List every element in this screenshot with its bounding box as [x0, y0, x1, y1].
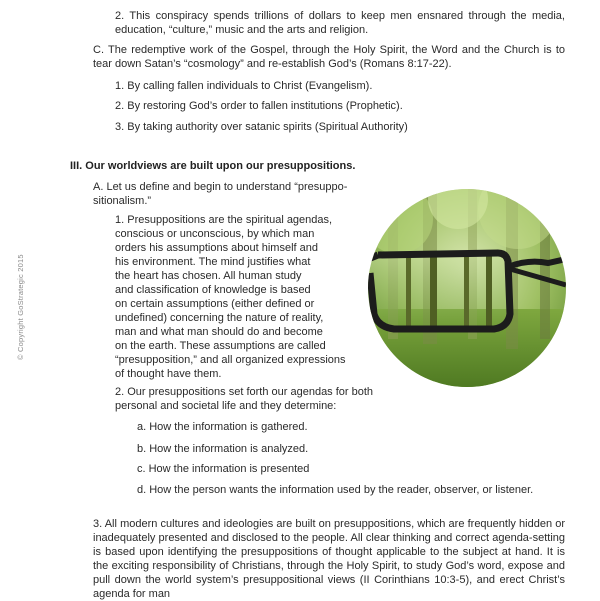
- copyright-vertical: © Copyright GoStrategic 2015: [16, 254, 25, 360]
- list-item-c: c. How the information is presented: [137, 463, 310, 475]
- definition-line: orders his assumptions about himself and: [115, 242, 318, 254]
- definition-line: on certain assumptions (either defined or: [115, 298, 315, 310]
- list-item-b: b. How the information is analyzed.: [137, 443, 309, 455]
- conspiracy-item-2: 2. This conspiracy spends trillions of dollars to keep men ensnared through the media, education, “culture,” music and the arts and religion.: [115, 10, 565, 36]
- point-c: C. The redemptive work of the Gospel, through the Holy Spirit, the Word and the Church is to tear down Satan’s “cosmology” and re-establish God’s (Romans 8:17-22).: [93, 44, 565, 70]
- definition-line: conscious or unconscious, by which man: [115, 228, 315, 240]
- definition-line: “presupposition,” and all organized expressions: [115, 354, 346, 366]
- point-c-item-2: 2. By restoring God’s order to fallen institutions (Prophetic).: [115, 100, 403, 112]
- definition-line: of thought have them.: [115, 368, 222, 380]
- list-item-a: a. How the information is gathered.: [137, 421, 308, 433]
- definition-line: and classification of knowledge is based: [115, 284, 311, 296]
- definition-line: on the earth. These assumptions are called: [115, 340, 326, 352]
- point-a: A. Let us define and begin to understand “presuppo-sitionalism.”: [93, 181, 348, 207]
- definition-line: the heart has chosen. All human study: [115, 270, 302, 282]
- presuppositions-definition: [115, 213, 370, 381]
- point-c-item-3: 3. By taking authority over satanic spirits (Spiritual Authority): [115, 121, 408, 133]
- section-3-heading: III. Our worldviews are built upon our presuppositions.: [70, 160, 356, 172]
- forest-glasses-icon: [368, 189, 566, 387]
- definition-line: man and what man should do and become: [115, 326, 323, 338]
- modern-cultures-paragraph: 3. All modern cultures and ideologies are built on presuppositions, which are frequently hidden or inadequately presented and disclosed to the people. All clear thinking and correct agenda-setting is based upon identifying the presuppositions of thought applicable to the subject at hand. It is the exciting responsibility of Christians, through the Holy Spirit, to study God’s word, expose and pull down the world system’s presuppositional views (II Corinthians 10:3-5), and erect Christ’s agenda for man: [93, 518, 565, 600]
- point-c-item-1: 1. By calling fallen individuals to Christ (Evangelism).: [115, 80, 373, 92]
- agendas-paragraph: 2. Our presuppositions set forth our agendas for both personal and societal life and they determine:: [115, 386, 374, 412]
- definition-line: 1. Presuppositions are the spiritual agendas,: [115, 214, 333, 226]
- definition-line: undefined) concerning the nature of reality,: [115, 312, 324, 324]
- forest-glasses-image: [368, 189, 566, 387]
- list-item-d: d. How the person wants the information used by the reader, observer, or listener.: [137, 484, 534, 496]
- definition-line: his environment. The mind justifies what: [115, 256, 311, 268]
